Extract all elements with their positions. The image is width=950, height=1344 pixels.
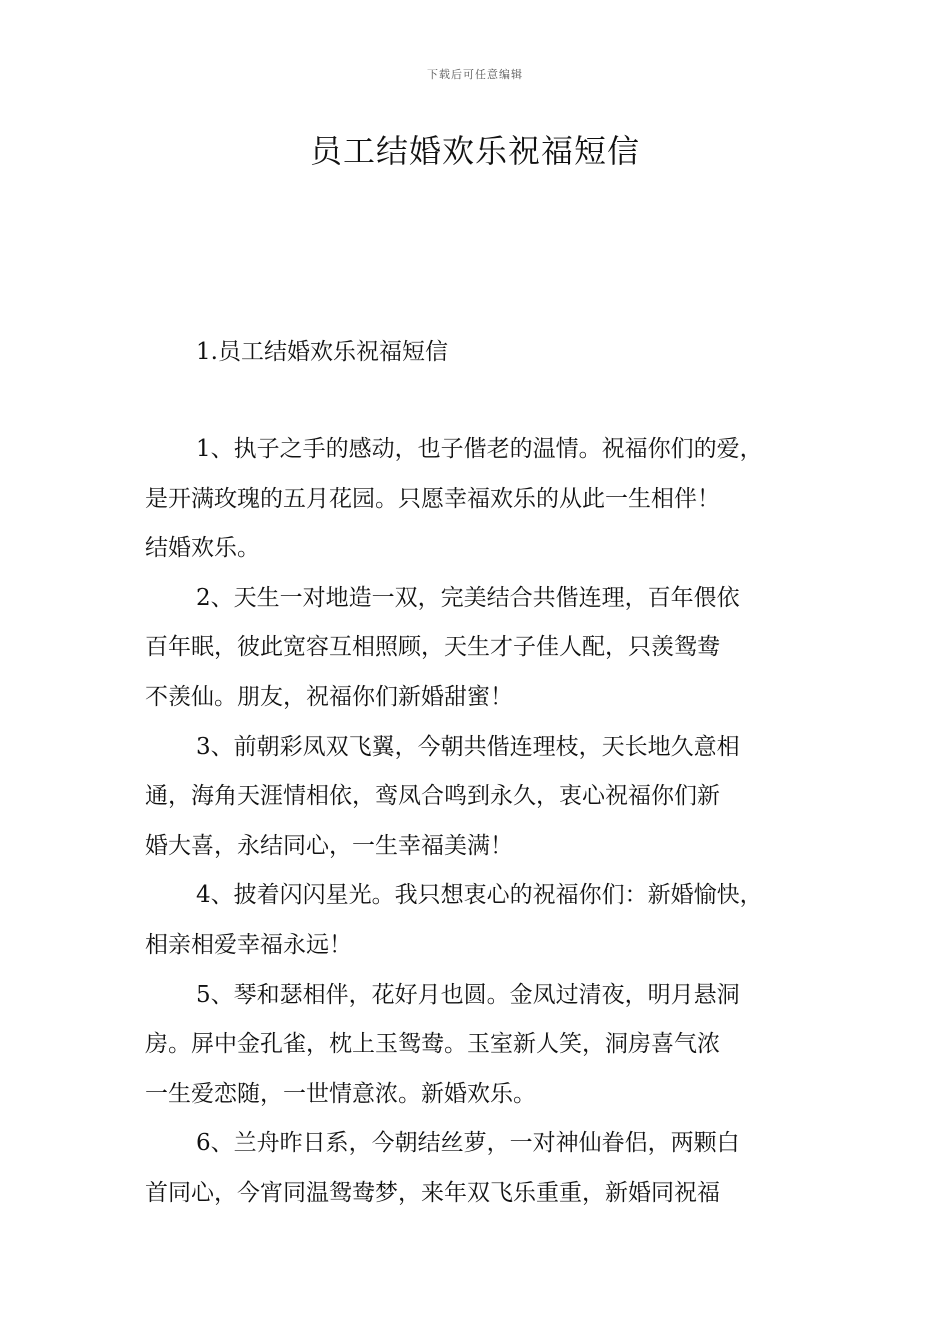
header-note: 下载后可任意编辑	[427, 68, 523, 81]
paragraph-5: 5、琴和瑟相伴，花好月也圆。金凤过清夜，明月悬洞 房。屏中金孔雀，枕上玉鸳鸯。玉室新人笑，洞房喜气浓 一生爱恋随，一世情意浓。新婚欢乐。	[145, 981, 740, 1107]
document-title: 员工结婚欢乐祝福短信	[309, 132, 640, 170]
paragraph-1: 1、执子之手的感动，也子偕老的温情。祝福你们的爱， 是开满玫瑰的五月花园。只愿幸福欢乐的从此一生相伴！ 结婚欢乐。	[145, 436, 763, 562]
paragraph-3: 3、前朝彩凤双飞翼，今朝共偕连理枝，天长地久意相 通，海角天涯情相依，鸾凤合鸣到永久，衷心祝福你们新 婚大喜，永结同心，一生幸福美满！	[145, 733, 740, 859]
paragraph-2: 2、天生一对地造一双，完美结合共偕连理，百年偎依 百年眠，彼此宽容互相照顾，天生才子佳人配，只羡鸳鸯 不羡仙。朋友，祝福你们新婚甜蜜！	[145, 584, 740, 710]
section-title: 1.员工结婚欢乐祝福短信	[196, 339, 448, 365]
paragraph-6: 6、兰舟昨日系，今朝结丝萝，一对神仙眷侣，两颗白 首同心，今宵同温鸳鸯梦，来年双飞乐重重，新婚同祝福	[145, 1130, 740, 1206]
paragraph-4: 4、披着闪闪星光。我只想衷心的祝福你们：新婚愉快， 相亲相爱幸福永远！	[145, 882, 763, 958]
document-body	[145, 425, 825, 1219]
